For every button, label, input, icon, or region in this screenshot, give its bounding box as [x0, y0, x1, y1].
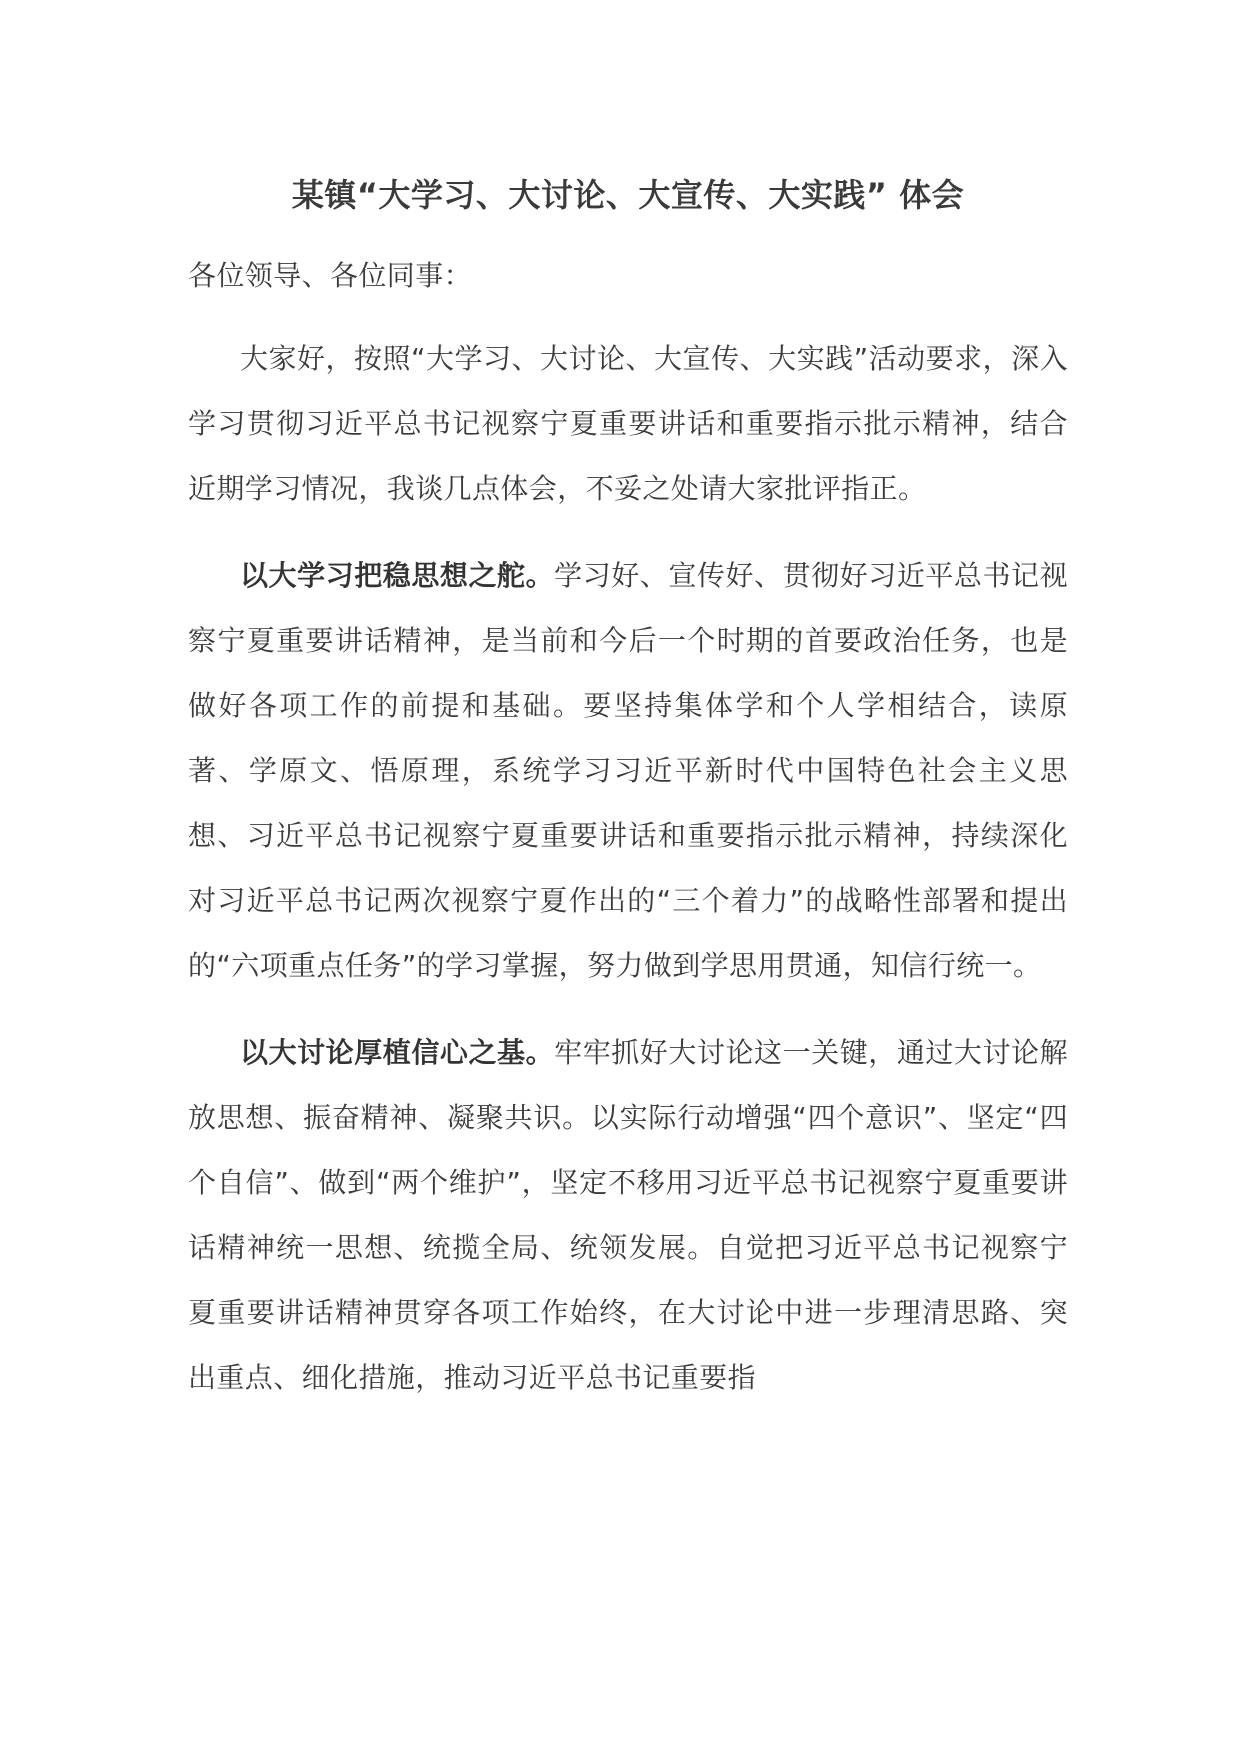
- intro-paragraph: 大家好，按照“大学习、大讨论、大宣传、大实践”活动要求，深入学习贯彻习近平总书记视察宁夏重要讲话和重要指示批示精神，结合近期学习情况，我谈几点体会，不妥之处请大家批评指正。: [188, 342, 1068, 505]
- section-paragraph-discussion: [188, 1020, 1068, 1410]
- document-body: [188, 170, 1068, 1410]
- section-body-study: 学习好、宣传好、贯彻好习近平总书记视察宁夏重要讲话精神，是当前和今后一个时期的首要政治任务，也是做好各项工作的前提和基础。要坚持集体学和个人学相结合，读原著、学原文、悟原理，系统学习习近平新时代中国特色社会主义思想、习近平总书记视察宁夏重要讲话和重要指示批示精神，持续深化对习近平总书记两次视察宁夏作出的“三个着力”的战略性部署和提出的“六项重点任务”的学习掌握，努力做到学思用贯通，知信行统一。: [188, 559, 1069, 982]
- greeting-line: 各位领导、各位同事：: [188, 259, 473, 292]
- section-body-discussion: 牢牢抓好大讨论这一关键，通过大讨论解放思想、振奋精神、凝聚共识。以实际行动增强“四个意识”、坚定“四个自信”、做到“两个维护”，坚定不移用习近平总书记视察宁夏重要讲话精神统一思想、统揽全局、统领发展。自觉把习近平总书记视察宁夏重要讲话精神贯穿各项工作始终，在大讨论中进一步理清思路、突出重点、细化措施，推动习近平总书记重要指: [188, 1036, 1069, 1394]
- section-lead-discussion: 以大讨论厚植信心之基。: [240, 1036, 555, 1069]
- section-paragraph-study: [188, 543, 1068, 998]
- document-title: 某镇“大学习、大讨论、大宣传、大实践” 体会: [291, 176, 965, 214]
- section-lead-study: 以大学习把稳思想之舵。: [240, 559, 555, 592]
